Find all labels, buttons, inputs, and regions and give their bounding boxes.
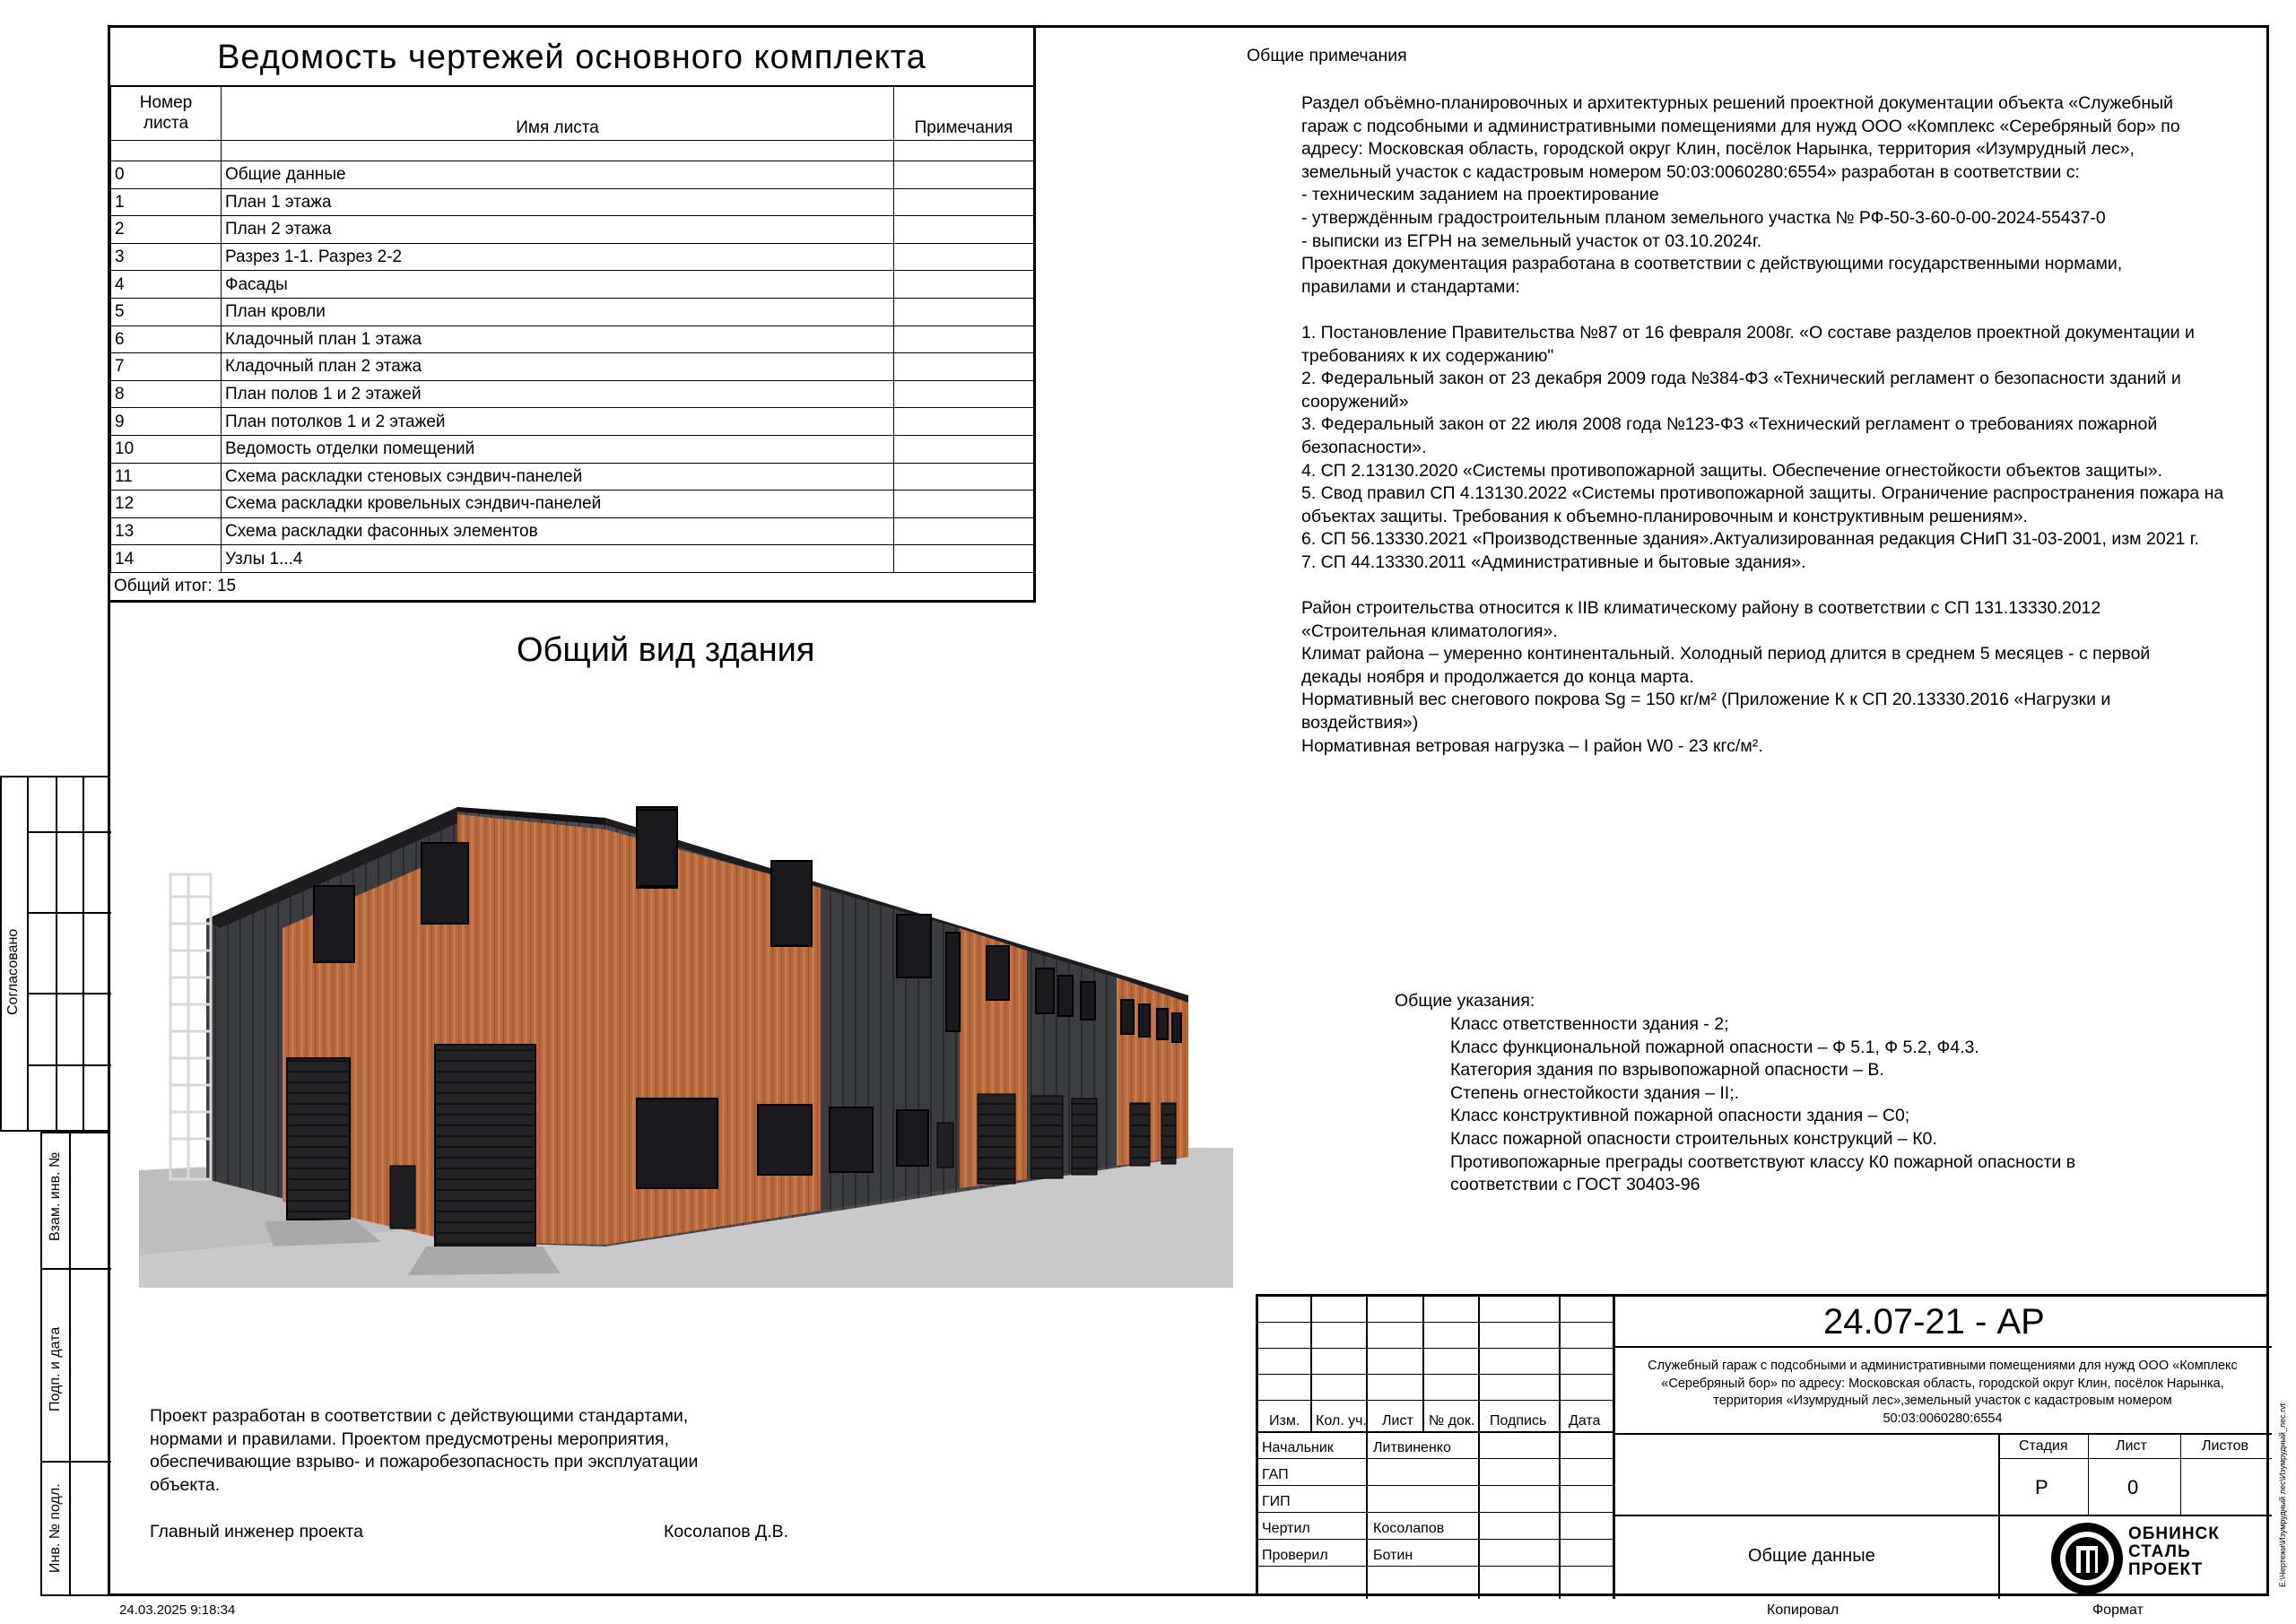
role-head: Начальник [1262,1440,1334,1455]
table-row: 3 Разрез 1-1. Разрез 2-2 [111,243,1034,271]
stage-value: Р [2035,1476,2048,1498]
stage-label: Стадия [2019,1438,2068,1454]
col-sheet: Лист [1382,1413,1413,1429]
chief-engineer-label: Главный инженер проекта [150,1522,363,1541]
table-row: 6 Кладочный план 1 этажа [111,326,1034,353]
building-render [139,717,1233,1288]
table-row: 13 Схема раскладки фасонных элементов [111,517,1034,545]
header-notes: Примечания [894,86,1034,141]
col-sign: Подпись [1490,1413,1547,1429]
table-row: 5 План кровли [111,298,1034,326]
col-count: Кол. уч. [1316,1413,1367,1429]
general-notes-title: Общие примечания [1247,46,1407,65]
general-notes-body: Раздел объёмно-планировочных и архитектурных решений проектной документации объекта «Служебный гараж с подсобными и административными помещениями для нужд ООО «Комплекс «Серебряный бор» по адресу: Московская область, городской округ Клин, посёлок Нарынка, территория «Изумрудный лес», земельный участок с кадастровым номером 50:03:0060280:6554» разработан в соответствии с: - техническим заданием на проектирование - утверждённым градостроительным планом земельного участка № РФ-50-3-60-0-00-2024-55437-0 - выписки из ЕГРН на земельный участок от 03.10.2024г. Проектная документация разработана в соответствии с действующими государственными нормами, правилами и стандартами: 1. Постановление Правительства №87 от 16 февраля 2008г. «О составе разделов проектной документации и требованиях к их содержанию" 2. Федеральный закон от 23 декабря 2009 года №384-ФЗ «Технический регламент о безопасности зданий и сооружений» 3. Федеральный закон от 22 июля 2008 года №123-ФЗ «Технический регламент о требованиях пожарной безопасности». 4. СП 2.13130.2020 «Системы противопожарной защиты. Обеспечение огнестойкости объектов защиты». 5. Свод правил СП 4.13130.2022 «Системы противопожарной защиты. Ограничение распространения пожара на объектах защиты. Требования к объемно-планировочным и конструктивным решениям». 6. СП 56.13330.2021 «Производственные здания».Актуализированная редакция СНиП 31-03-2001, изм 2021 г. 7. СП 44.13330.2011 «Административные и бытовые здания». Район строительства относится к IIВ климатическому району в соответствии с СП 131.13330.2012 «Строительная климатология». Климат района – умеренно континентальный. Холодный период длится в среднем 5 месяцев - с первой декады ноября и продолжается до конца марта. Нормативный вес снегового покрова Sg = 150 кг/м² (Приложение К к СП 20.13330.2016 «Нагрузки и воздействия») Нормативная ветровая нагрузка – I район W0 - 23 кгс/м². [1301,93,2224,756]
table-row: 10 Ведомость отделки помещений [111,435,1034,463]
building-view-title: Общий вид здания [517,631,815,669]
timestamp: 24.03.2025 9:18:34 [119,1602,236,1618]
role-checked: Проверил [1262,1548,1328,1563]
company-logo-text: ОБНИНСК СТАЛЬ ПРОЕКТ [2128,1524,2220,1579]
table-row: 14 Узлы 1...4 [111,545,1034,573]
format-label: Формат [2092,1602,2144,1618]
role-drawn-name: Косолапов [1373,1521,1445,1536]
agreed-stamp [0,776,109,1132]
agreed-label: Согласовано [5,928,21,1015]
header-number: Номер листа [111,86,222,141]
title-block [1256,1294,2269,1596]
role-checked-name: Ботин [1373,1548,1413,1563]
sheet-label: Лист [2116,1438,2147,1454]
header-name: Имя листа [222,86,894,141]
drawings-list-title: Ведомость чертежей основного комплекта [110,28,1033,87]
inventory-stamp [40,1132,109,1596]
table-row: 12 Схема раскладки кровельных сэндвич-панелей [111,491,1034,518]
inv-orig-label: Инв. № подл. [48,1483,63,1573]
table-row: 0 Общие данные [111,161,1034,189]
general-instructions-body: Класс ответственности здания - 2; Класс функциональной пожарной опасности – Ф 5.1, Ф 5.2, Ф4.3. Категория здания по взрывопожарной опасности – В. Степень огнестойкости здания – II;. Класс конструктивной пожарной опасности здания – С0; Класс пожарной опасности строительных конструкций – К0. Противопожарные преграды соответствуют классу К0 пожарной опасности в соответствии с ГОСТ 30403-96 [1450,1014,2076,1195]
company-logo-icon [2049,1521,2125,1596]
compliance-text: Проект разработан в соответствии с действующими стандартами, нормами и правилами. Проектом предусмотрены мероприятия, обеспечивающие взрыво- и пожаробезопасность при эксплуатации объекта. [150,1406,699,1495]
table-row: 8 План полов 1 и 2 этажей [111,380,1034,408]
sheets-label: Листов [2202,1438,2248,1454]
table-row: 4 Фасады [111,271,1034,299]
col-date: Дата [1569,1413,1601,1429]
table-row: 11 Схема раскладки стеновых сэндвич-панелей [111,463,1034,491]
chief-engineer-name: Косолапов Д.В. [664,1522,789,1541]
project-description: Служебный гараж с подсобными и административными помещениями для нужд ООО «Комплекс «Серебряный бор» по адресу: Московская область, городской округ Клин, посёлок Нарынка, территория «Изумрудный лес»,земельный участок с кадастровым номером 50:03:0060280:6554 [1648,1359,2238,1426]
table-row: 1 План 1 этажа [111,188,1034,216]
table-row: 7 Кладочный план 2 этажа [111,353,1034,381]
general-instructions-title: Общие указания: [1395,991,1535,1011]
col-doc: № док. [1429,1413,1475,1429]
role-gap: ГАП [1262,1467,1289,1482]
project-code: 24.07-21 - АР [1823,1302,2045,1342]
drawings-total: Общий итог: 15 [114,577,237,595]
sheet-value: 0 [2127,1476,2139,1498]
inv-replace-label: Взам. инв. № [48,1151,63,1241]
col-change: Изм. [1269,1413,1300,1429]
drawings-list-table [108,25,1036,603]
file-path: E:\Чертежи\Изумрудный лес\Изумрудный_лес.rvt [2278,1403,2287,1587]
role-drawn: Чертил [1262,1521,1310,1536]
table-row: 9 План потолков 1 и 2 этажей [111,408,1034,436]
sign-date-label: Подп. и дата [48,1326,63,1411]
role-gip: ГИП [1262,1494,1291,1509]
role-head-name: Литвиненко [1373,1440,1451,1455]
drawings-table [110,85,1034,573]
sheet-title: Общие данные [1748,1546,1875,1566]
copied-label: Копировал [1767,1602,1839,1618]
table-row: 2 План 2 этажа [111,216,1034,244]
